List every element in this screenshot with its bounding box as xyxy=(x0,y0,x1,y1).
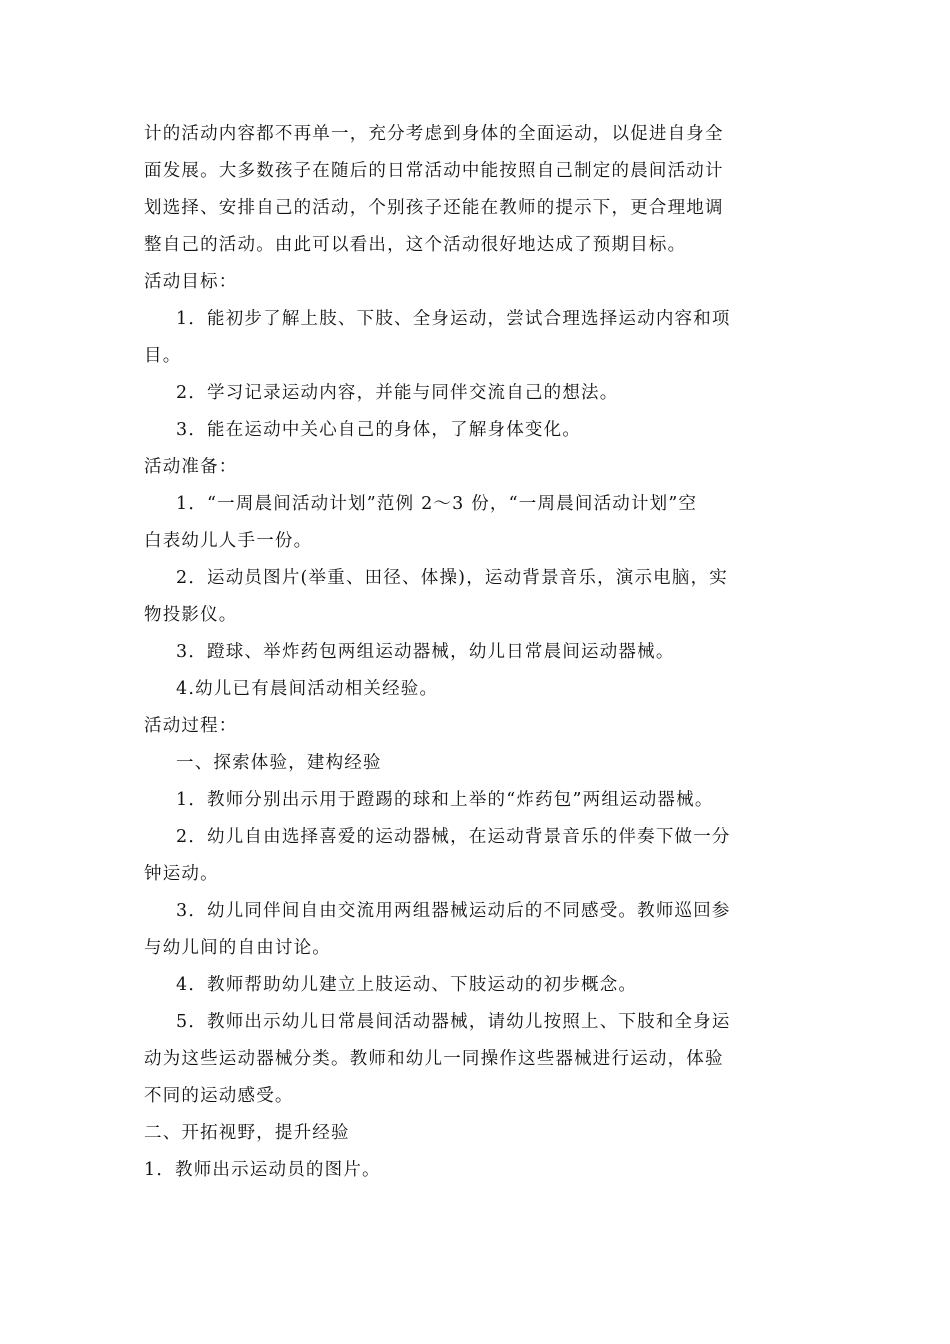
text-line: 4.幼儿已有晨间活动相关经验。 xyxy=(176,679,439,699)
text-line: 计的活动内容都不再单一，充分考虑到身体的全面运动，以促进自身全 xyxy=(144,124,724,144)
text-line: 动为这些运动器械分类。教师和幼儿一同操作这些器械进行运动，体验 xyxy=(144,1049,724,1069)
text-line: 白表幼儿人手一份。 xyxy=(144,531,313,551)
text-line: 1．教师出示运动员的图片。 xyxy=(144,1160,381,1180)
text-line: 二、开拓视野，提升经验 xyxy=(144,1123,350,1143)
text-line: 3．能在运动中关心自己的身体，了解身体变化。 xyxy=(176,420,582,440)
text-line: 活动过程： xyxy=(144,716,238,736)
text-line: 5．教师出示幼儿日常晨间活动器械，请幼儿按照上、下肢和全身运 xyxy=(176,1012,731,1032)
text-line: 2．学习记录运动内容，并能与同伴交流自己的想法。 xyxy=(176,383,619,403)
text-line: 活动准备： xyxy=(144,457,238,477)
text-line: 整自己的活动。由此可以看出，这个活动很好地达成了预期目标。 xyxy=(144,235,687,255)
text-line: 与幼儿间的自由讨论。 xyxy=(144,938,331,958)
text-line: 1．能初步了解上肢、下肢、全身运动，尝试合理选择运动内容和项 xyxy=(176,309,731,329)
text-line: 3．幼儿同伴间自由交流用两组器械运动后的不同感受。教师巡回参 xyxy=(176,901,731,921)
text-line: 划选择、安排自己的活动，个别孩子还能在教师的提示下，更合理地调 xyxy=(144,198,724,218)
text-line: 活动目标： xyxy=(144,272,238,292)
text-line: 1．“一周晨间活动计划”范例 2～3 份，“一周晨间活动计划”空 xyxy=(176,494,698,514)
text-line: 面发展。大多数孩子在随后的日常活动中能按照自己制定的晨间活动计 xyxy=(144,161,724,181)
document-body xyxy=(144,116,808,1189)
text-line: 4．教师帮助幼儿建立上肢运动、下肢运动的初步概念。 xyxy=(176,975,638,995)
text-line: 1．教师分别出示用于蹬踢的球和上举的“炸药包”两组运动器械。 xyxy=(176,790,714,810)
text-line: 物投影仪。 xyxy=(144,605,238,625)
text-line: 3．蹬球、举炸药包两组运动器械，幼儿日常晨间运动器械。 xyxy=(176,642,675,662)
text-line: 一、探索体验，建构经验 xyxy=(176,753,382,773)
text-line: 不同的运动感受。 xyxy=(144,1086,294,1106)
text-line: 钟运动。 xyxy=(144,864,219,884)
text-line: 2．幼儿自由选择喜爱的运动器械，在运动背景音乐的伴奏下做一分 xyxy=(176,827,731,847)
text-line: 目。 xyxy=(144,346,182,366)
text-line: 2．运动员图片(举重、田径、体操)，运动背景音乐，演示电脑，实 xyxy=(176,568,728,588)
